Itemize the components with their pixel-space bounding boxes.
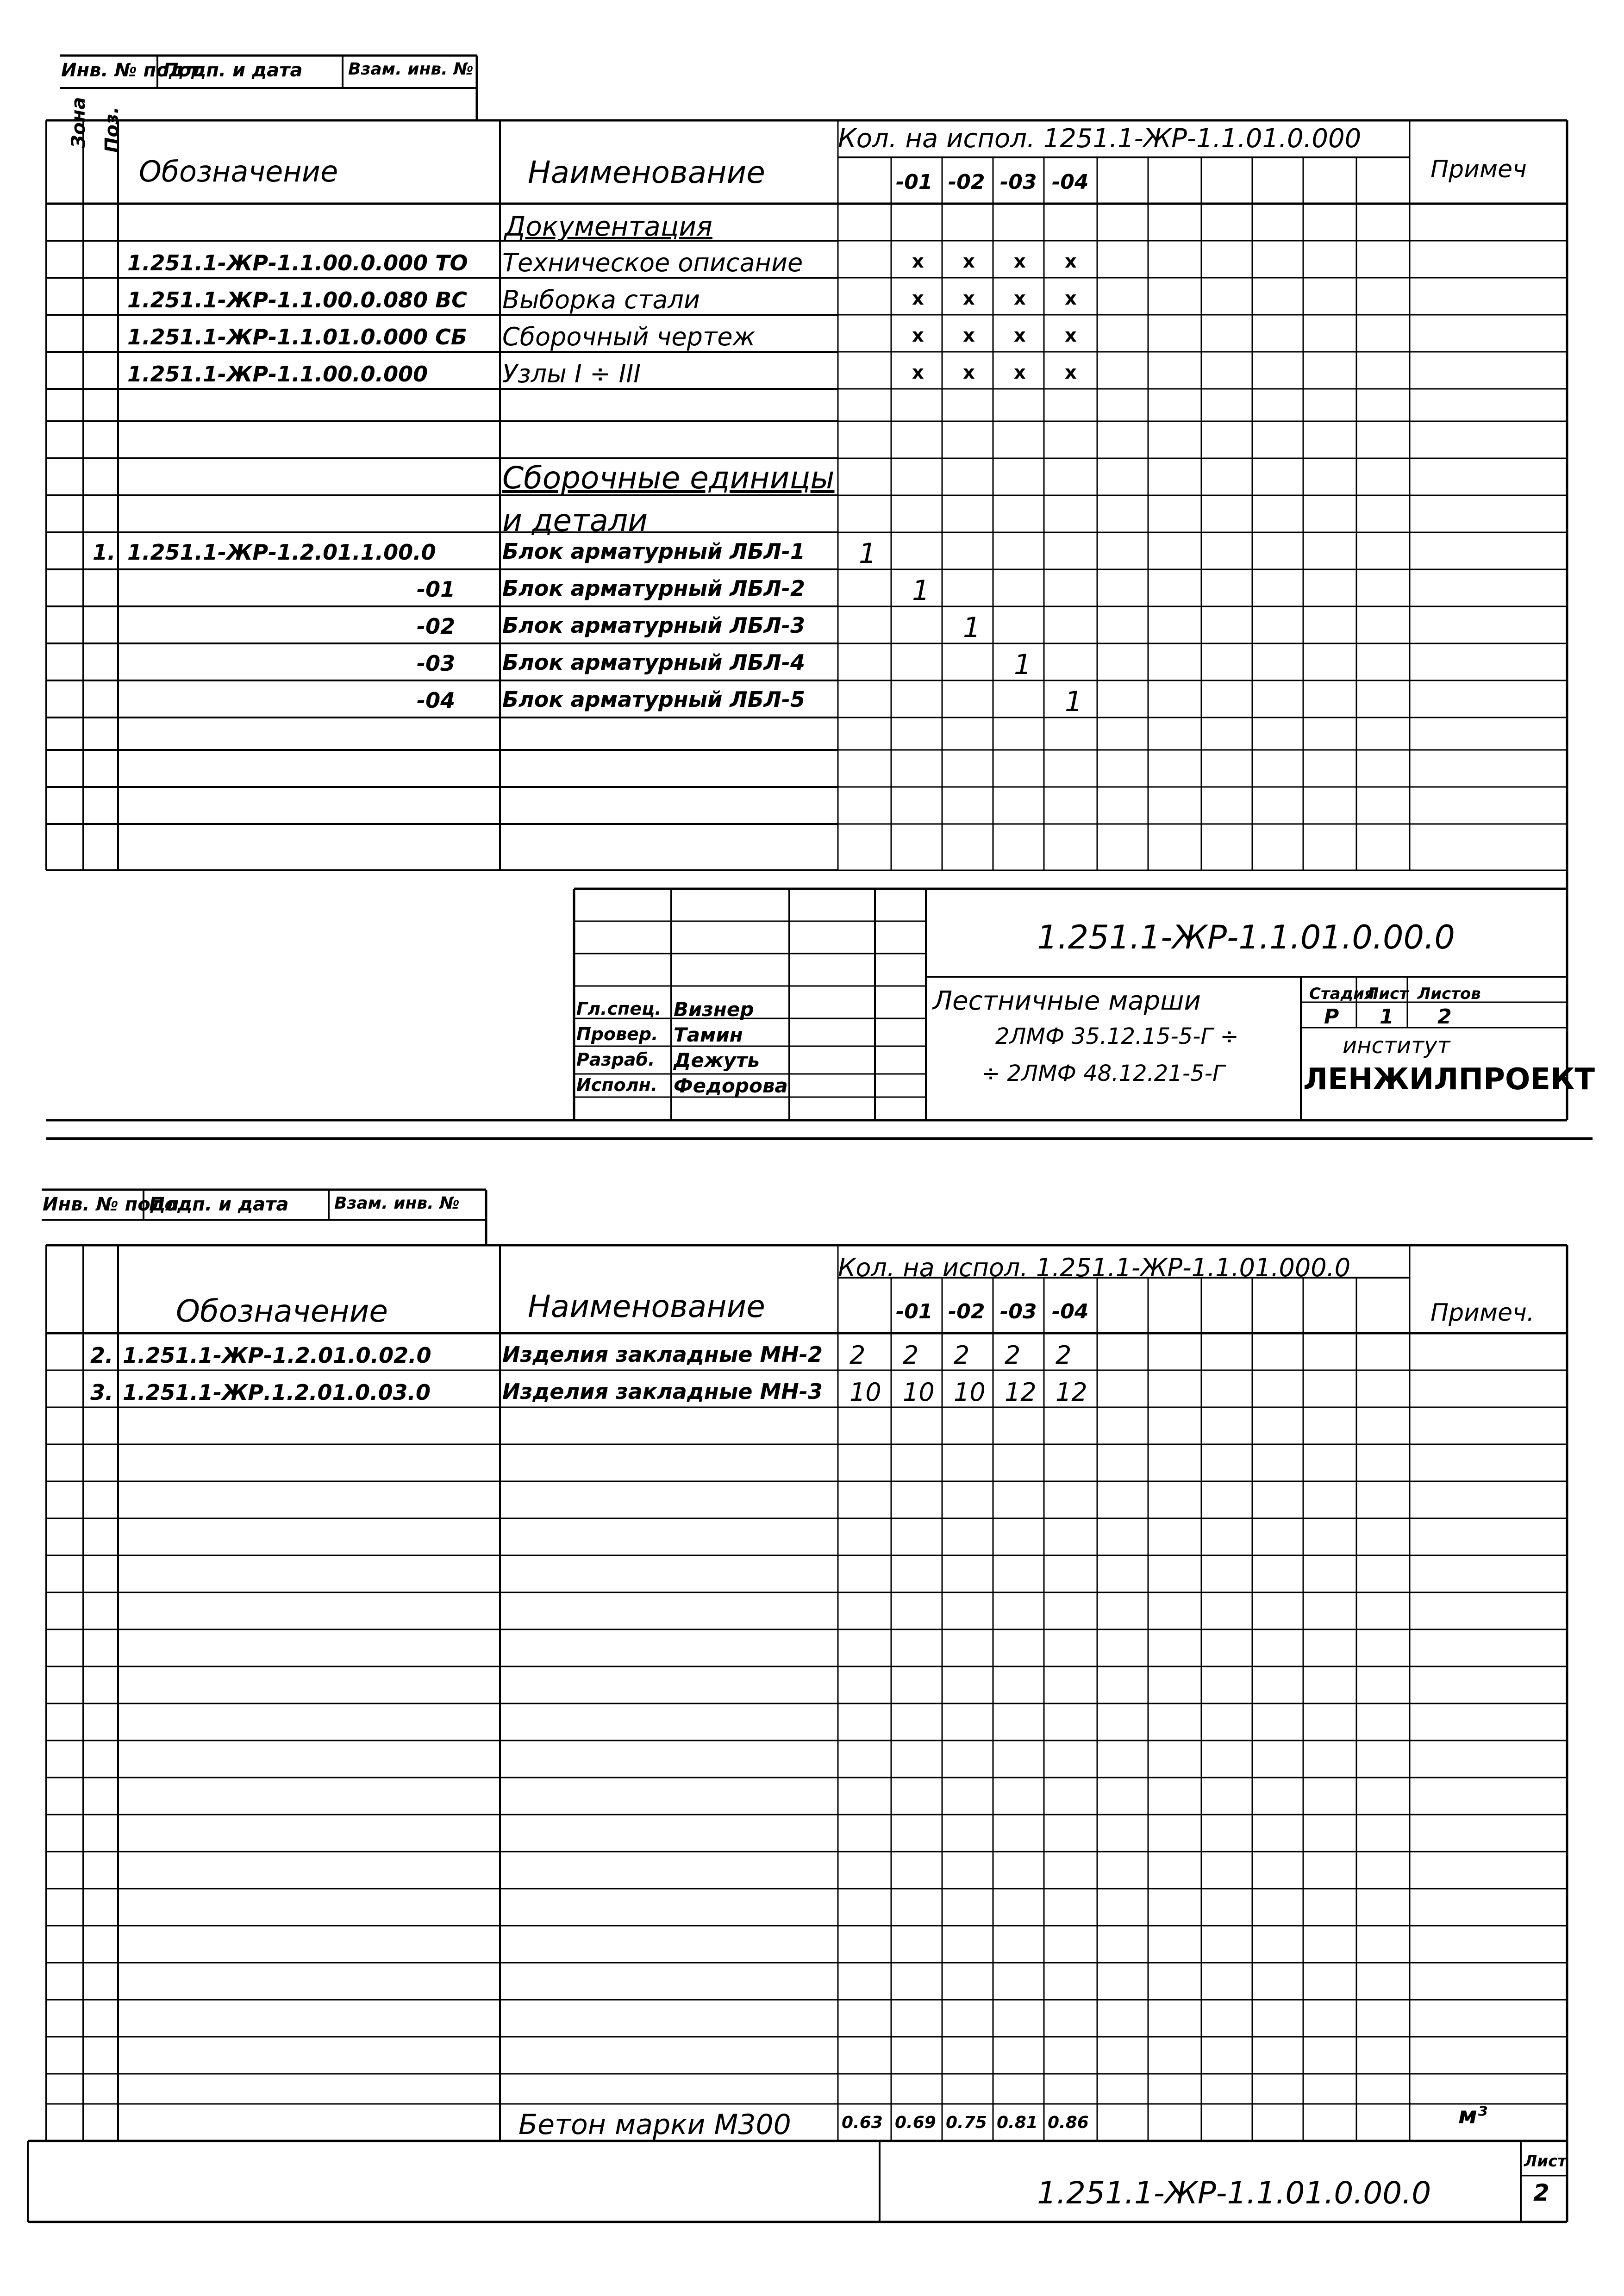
asm-row-qty: 1 [963, 611, 981, 644]
title-line-1: Лестничные марши [933, 986, 1201, 1016]
signer-name: Дежуть [674, 1049, 760, 1072]
stamp-sign-label: Подп. и дата [163, 60, 303, 81]
org-line-2: ЛЕНЖИЛПРОЕКТ [1303, 1062, 1595, 1097]
doc-row-designation: 1.251.1-ЖР-1.1.00.0.000 ТО [127, 250, 468, 275]
s2-header-qty-04: -04 [1052, 1300, 1089, 1323]
signer-name: Визнер [674, 998, 754, 1021]
s2-row-qty: 10 [903, 1378, 935, 1407]
sheets-value: 2 [1437, 1005, 1452, 1029]
s2-row-pos: 2. [90, 1343, 113, 1368]
doc-row-name: Узлы I ÷ III [502, 359, 641, 388]
asm-row-designation: 1.251.1-ЖР-1.2.01.1.00.0 [127, 540, 436, 565]
concrete-qty: 0.75 [946, 2113, 987, 2132]
doc-row-mark: x [1014, 251, 1026, 272]
header-qty-02: -02 [948, 170, 985, 194]
signer-name: Тамин [674, 1023, 743, 1046]
signer-role: Гл.спец. [576, 998, 662, 1019]
concrete-unit: м³ [1458, 2102, 1487, 2129]
header-pos: Поз. [101, 106, 123, 153]
title-doc-number: 1.251.1-ЖР-1.1.01.0.00.0 [1037, 918, 1455, 956]
stamp2-sign-label: Подп. и дата [149, 1194, 289, 1215]
signer-role: Разраб. [576, 1049, 655, 1070]
s2-row-qty: 12 [1005, 1378, 1037, 1407]
asm-row-pos: 1. [93, 540, 116, 565]
doc-row-mark: x [912, 362, 924, 383]
signer-role: Исполн. [576, 1075, 658, 1095]
doc-row-designation: 1.251.1-ЖР-1.1.01.0.000 СБ [127, 324, 467, 349]
sheet-value: 1 [1380, 1005, 1394, 1029]
signer-name: Федорова [674, 1074, 788, 1097]
asm-row-qty: 1 [912, 574, 930, 607]
s2-row-name: Изделия закладные МН-3 [502, 1379, 823, 1404]
asm-row-name: Блок арматурный ЛБЛ-1 [502, 539, 805, 564]
concrete-qty: 0.69 [895, 2113, 936, 2132]
asm-row-qty: 1 [859, 537, 877, 570]
header-name: Наименование [528, 155, 765, 190]
concrete-qty: 0.63 [842, 2113, 883, 2132]
header-qty-03: -03 [1000, 170, 1037, 194]
header-qty-group: Кол. на испол. 1251.1-ЖР-1.1.01.0.000 [838, 124, 1362, 154]
s2-row-designation: 1.251.1-ЖР-1.2.01.0.02.0 [123, 1343, 431, 1368]
header-qty-01: -01 [896, 170, 933, 194]
title-line-2: 2ЛМФ 35.12.15-5-Г ÷ [995, 1023, 1239, 1049]
asm-row-name: Блок арматурный ЛБЛ-2 [502, 576, 805, 601]
doc-row-mark: x [912, 288, 924, 309]
doc-row-mark: x [912, 325, 924, 346]
asm-row-designation: -03 [417, 651, 456, 676]
s2-row-qty: 2 [954, 1341, 970, 1370]
s2-row-qty: 10 [849, 1378, 881, 1407]
asm-row-designation: -02 [417, 614, 456, 639]
s2-row-qty: 12 [1056, 1378, 1087, 1407]
doc-row-mark: x [1065, 288, 1077, 309]
asm-row-name: Блок арматурный ЛБЛ-4 [502, 650, 805, 675]
s2-footer-sheet-label: Лист [1524, 2152, 1567, 2171]
doc-section-title: Документация [505, 211, 712, 242]
s2-row-name: Изделия закладные МН-2 [502, 1342, 823, 1367]
doc-row-mark: x [1014, 288, 1026, 309]
asm-row-name: Блок арматурный ЛБЛ-5 [502, 687, 805, 712]
doc-row-mark: x [1014, 325, 1026, 346]
doc-row-mark: x [963, 325, 975, 346]
asm-row-name: Блок арматурный ЛБЛ-3 [502, 613, 805, 638]
stage-value: Р [1324, 1005, 1339, 1029]
s2-header-note: Примеч. [1430, 1299, 1535, 1327]
s2-footer-sheet-value: 2 [1533, 2179, 1549, 2206]
doc-row-designation: 1.251.1-ЖР-1.1.00.0.080 ВС [127, 287, 467, 312]
assembly-section-title-2: и детали [502, 503, 648, 538]
doc-row-name: Техническое описание [502, 248, 803, 277]
title-line-3: ÷ 2ЛМФ 48.12.21-5-Г [981, 1061, 1225, 1086]
doc-row-designation: 1.251.1-ЖР-1.1.00.0.000 [127, 362, 428, 387]
s2-header-designation: Обозначение [176, 1293, 388, 1329]
header-note: Примеч [1430, 156, 1527, 183]
s2-row-designation: 1.251.1-ЖР.1.2.01.0.03.0 [123, 1380, 431, 1405]
concrete-qty: 0.81 [997, 2113, 1038, 2132]
asm-row-qty: 1 [1065, 686, 1083, 718]
stamp-replace-label: Взам. инв. № [348, 60, 474, 79]
doc-row-mark: x [963, 288, 975, 309]
s2-row-qty: 2 [1056, 1341, 1072, 1370]
doc-row-name: Сборочный чертеж [502, 322, 756, 351]
s2-row-qty: 10 [954, 1378, 986, 1407]
s2-row-pos: 3. [90, 1380, 113, 1405]
doc-row-mark: x [1065, 251, 1077, 272]
stamp-inv-label: Инв. № подл. [61, 60, 205, 81]
s2-header-qty-group: Кол. на испол. 1.251.1-ЖР-1.1.01.000.0 [838, 1253, 1351, 1282]
signer-role: Провер. [576, 1024, 658, 1044]
s2-row-qty: 2 [849, 1341, 866, 1370]
asm-row-designation: -04 [417, 688, 456, 713]
s2-header-qty-02: -02 [948, 1300, 985, 1323]
doc-row-mark: x [963, 251, 975, 272]
doc-row-mark: x [912, 251, 924, 272]
org-line-1: институт [1343, 1033, 1450, 1059]
s2-header-qty-03: -03 [1000, 1300, 1037, 1323]
header-designation: Обозначение [139, 155, 338, 188]
doc-row-mark: x [1014, 362, 1026, 383]
sheet-label: Лист [1366, 985, 1408, 1003]
s2-header-qty-01: -01 [896, 1300, 933, 1323]
header-zona: Зона [68, 97, 89, 148]
concrete-qty: 0.86 [1048, 2113, 1089, 2132]
header-qty-04: -04 [1052, 170, 1089, 194]
sheets-label: Листов [1418, 985, 1481, 1003]
s2-row-qty: 2 [1005, 1341, 1021, 1370]
doc-row-mark: x [963, 362, 975, 383]
stamp2-inv-label: Инв. № подл. [43, 1194, 186, 1215]
doc-row-mark: x [1065, 325, 1077, 346]
concrete-name: Бетон марки М300 [518, 2109, 791, 2141]
stamp2-replace-label: Взам. инв. № [334, 1194, 460, 1213]
asm-row-qty: 1 [1014, 649, 1032, 681]
stage-label: Стадия [1309, 985, 1374, 1003]
s2-row-qty: 2 [903, 1341, 919, 1370]
s2-footer-doc-number: 1.251.1-ЖР-1.1.01.0.00.0 [1037, 2175, 1431, 2211]
asm-row-designation: -01 [417, 577, 456, 602]
doc-row-mark: x [1065, 362, 1077, 383]
doc-row-name: Выборка стали [502, 285, 700, 314]
s2-header-name: Наименование [528, 1289, 765, 1324]
assembly-section-title-1: Сборочные единицы [502, 460, 835, 496]
